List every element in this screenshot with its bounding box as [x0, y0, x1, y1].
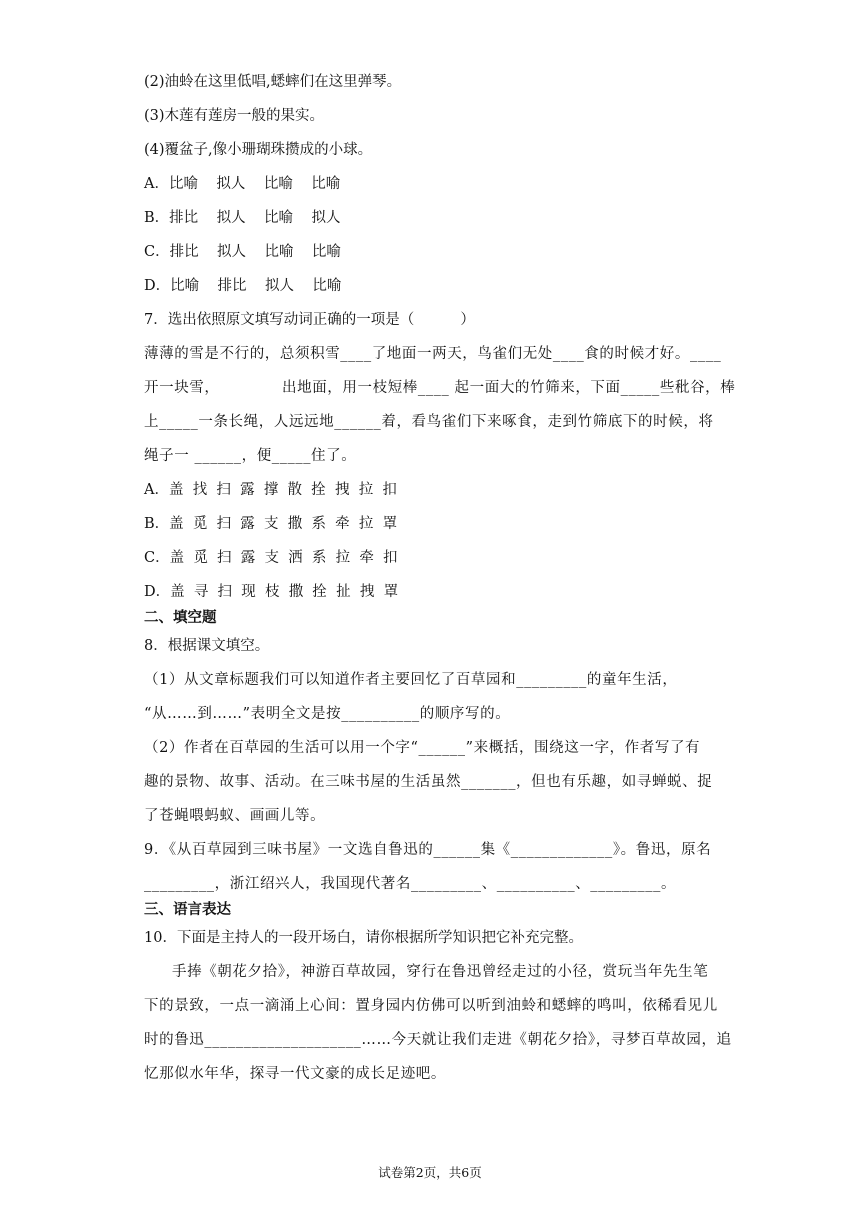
q7-passage-line: 绳子一 ______，便_____住了。: [144, 448, 357, 464]
q7-option-a: A．盖 找 扫 露 撑 散 拴 拽 拉 扣: [144, 482, 397, 498]
q7-option-c: C．盖 觅 扫 露 支 洒 系 拉 牵 扣: [144, 550, 398, 566]
q6-option-d: D．比喻 排比 拟人 比喻: [144, 278, 342, 294]
q10-stem: 10．下面是主持人的一段开场白，请你根据所学知识把它补充完整。: [144, 930, 583, 946]
q10-passage-line: 手捧《朝花夕拾》，神游百草故园，穿行在鲁迅曾经走过的小径，赏玩当年先生笔: [172, 964, 709, 980]
q7-option-d: D．盖 寻 扫 现 枝 撒 拴 扯 拽 罩: [144, 584, 399, 600]
q7-passage-line: 开一块雪， 出地面，用一枝短棒____ 起一面大的竹筛来，下面_____些秕谷，棒: [144, 380, 736, 396]
q7-stem: 7．选出依照原文填写动词正确的一项是（ ）: [144, 312, 475, 328]
q9-line: 9．《从百草园到三味书屋》一文选自鲁迅的______集《_____________》。鲁迅，原名: [144, 842, 712, 858]
q6-item-2: (2)油蛉在这里低唱,蟋蟀们在这里弹琴。: [144, 74, 402, 90]
page-footer: 试卷第2页，共6页: [378, 1165, 482, 1180]
q8-line: “从……到……”表明全文是按__________的顺序写的。: [144, 706, 511, 722]
q9-line: _________，浙江绍兴人，我国现代著名_________、__________、_________。: [144, 876, 677, 892]
section-title-language: 三、语言表达: [144, 901, 231, 918]
q6-option-b: B．排比 拟人 比喻 拟人: [144, 210, 341, 226]
q8-line: 趣的景物、故事、活动。在三味书屋的生活虽然_______，但也有乐趣，如寻蝉蜕、捉: [144, 774, 713, 790]
q10-passage-line: 时的鲁迅____________________……今天就让我们走进《朝花夕拾》，寻梦百草故园，追: [144, 1032, 732, 1048]
q7-passage-line: 上_____一条长绳，人远远地______着，看鸟雀们下来啄食，走到竹筛底下的时候，将: [144, 414, 714, 430]
q7-passage-line: 薄薄的雪是不行的，总须积雪____了地面一两天，鸟雀们无处____食的时候才好。____: [144, 346, 722, 362]
q6-item-3: (3)木莲有莲房一般的果实。: [144, 108, 325, 124]
q6-option-a: A．比喻 拟人 比喻 比喻: [144, 176, 341, 192]
q8-stem: 8．根据课文填空。: [144, 638, 270, 654]
q8-line: （2）作者在百草园的生活可以用一个字“______”来概括，围绕这一字，作者写了有: [144, 740, 701, 756]
q6-item-4: (4)覆盆子,像小珊瑚珠攒成的小球。: [144, 142, 373, 158]
q10-passage-line: 忆那似水年华，探寻一代文豪的成长足迹吧。: [144, 1066, 446, 1082]
q10-passage-line: 下的景致，一点一滴涌上心间：置身园内仿佛可以听到油蛉和蟋蟀的鸣叫，依稀看见儿: [144, 998, 718, 1014]
q8-line: （1）从文章标题我们可以知道作者主要回忆了百草园和_________的童年生活，: [144, 672, 678, 688]
section-title-fill-in: 二、填空题: [144, 609, 217, 626]
q8-line: 了苍蝇喂蚂蚁、画画儿等。: [144, 808, 326, 824]
q7-option-b: B．盖 觅 扫 露 支 撒 系 牵 拉 罩: [144, 516, 398, 532]
q6-option-c: C．排比 拟人 比喻 比喻: [144, 244, 341, 260]
